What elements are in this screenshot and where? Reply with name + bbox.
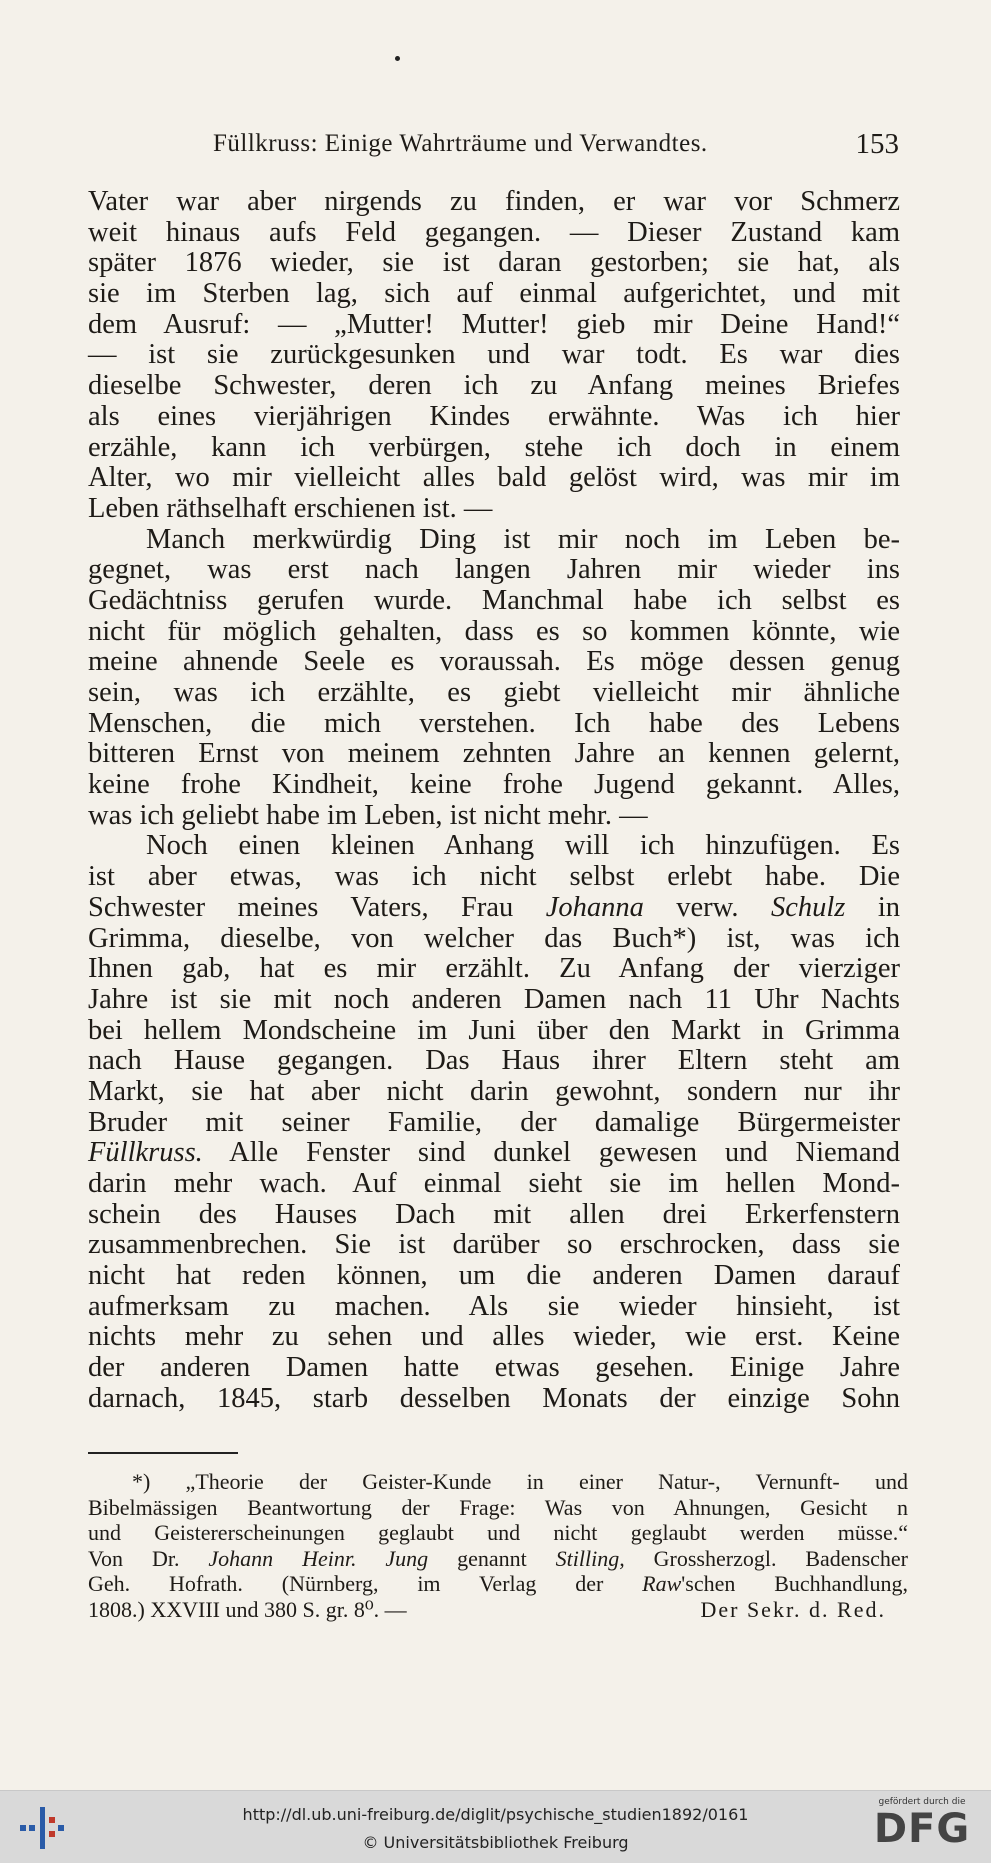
copyright-notice: © Universitätsbibliothek Freiburg [362, 1833, 629, 1852]
text-line: nicht für möglich gehalten, dass es so kommen könnte, wie [88, 615, 900, 647]
dfg-logo[interactable] [863, 1797, 981, 1859]
footnote-line: *) „Theorie der Geister-Kunde in einer Natur-, Vernunft- und [132, 1469, 908, 1494]
text-line: was ich geliebt habe im Leben, ist nicht mehr. — [88, 799, 648, 831]
footnote-line: und Geistererscheinungen geglaubt und nicht geglaubt werden müsse.“ [88, 1520, 908, 1545]
text-line: bei hellem Mondscheine im Juni über den Markt in Grimma [88, 1014, 900, 1046]
text-line: sie im Sterben lag, sich auf einmal aufgerichtet, und mit [88, 278, 900, 310]
text-line: Schwester meines Vaters, Frau Johanna verw. Schulz in [88, 891, 900, 923]
text-line: aufmerksam zu machen. Als sie wieder hinsieht, ist [88, 1290, 900, 1322]
text-line: darin mehr wach. Auf einmal sieht sie im hellen Mond- [88, 1168, 900, 1199]
running-head: Füllkruss: Einige Wahrträume und Verwandtes. [213, 130, 708, 157]
text-line: Gedächtniss gerufen wurde. Manchmal habe ich selbst es [88, 584, 900, 616]
text-line: Bruder mit seiner Familie, der damalige Bürgermeister [88, 1106, 900, 1138]
text-line: Alter, wo mir vielleicht alles bald gelöst wird, was mir im [88, 462, 900, 494]
text-line: zusammenbrechen. Sie ist darüber so erschrocken, dass sie [88, 1229, 900, 1261]
footnote [88, 1469, 908, 1622]
footnote-rule [88, 1452, 238, 1454]
text-line: später 1876 wieder, sie ist daran gestorben; sie hat, als [88, 247, 900, 279]
text-line: Menschen, die mich verstehen. Ich habe des Lebens [88, 707, 900, 739]
text-line: schein des Hauses Dach mit allen drei Erkerfenstern [88, 1198, 900, 1230]
sponsor-caption: gefördert durch die [878, 1797, 966, 1807]
text-line: nach Hause gegangen. Das Haus ihrer Eltern steht am [88, 1045, 900, 1077]
text-line: nicht hat reden können, um die anderen Damen darauf [88, 1260, 900, 1292]
footnote-line: Bibelmässigen Beantwortung der Frage: Was von Ahnungen, Gesicht n [88, 1494, 908, 1520]
text-line: — ist sie zurückgesunken und war todt. Es war dies [88, 339, 900, 371]
text-line: Vater war aber nirgends zu finden, er war vor Schmerz [88, 186, 900, 217]
text-line: Markt, sie hat aber nicht darin gewohnt, sondern nur ihr [88, 1075, 900, 1107]
text-line: dieselbe Schwester, deren ich zu Anfang meines Briefes [88, 370, 900, 402]
dfg-logo-text: DFG [873, 1806, 971, 1852]
footnote-line: 1808.) XXVIII und 380 S. gr. 8⁰. — [88, 1596, 407, 1622]
text-line: als eines vierjährigen Kindes erwähnte. Was ich hier [88, 400, 900, 432]
text-line: weit hinaus aufs Feld gegangen. — Dieser Zustand kam [88, 216, 900, 248]
text-line: Füllkruss. Alle Fenster sind dunkel gewesen und Niemand [88, 1137, 900, 1169]
text-line: nichts mehr zu sehen und alles wieder, wie erst. Keine [88, 1321, 900, 1353]
editor-signature: Der Sekr. d. Red. [700, 1596, 886, 1622]
text-line: dem Ausruf: — „Mutter! Mutter! gieb mir Deine Hand!“ [88, 308, 900, 340]
text-line: meine ahnende Seele es voraussah. Es möge dessen genug [88, 646, 900, 678]
print-mark [395, 56, 400, 61]
text-line: ist aber etwas, was ich nicht selbst erlebt habe. Die [88, 861, 900, 893]
permalink-url[interactable]: http://dl.ub.uni-freiburg.de/diglit/psychische_studien1892/0161 [242, 1805, 749, 1824]
text-line: Leben räthselhaft erschienen ist. — [88, 492, 493, 524]
text-line: sein, was ich erzählte, es giebt vielleicht mir ähnliche [88, 677, 900, 708]
page-header [88, 128, 899, 168]
text-line: erzähle, kann ich verbürgen, stehe ich doch in einem [88, 431, 900, 463]
text-line: keine frohe Kindheit, keine frohe Jugend gekannt. Alles, [88, 769, 900, 801]
text-line: bitteren Ernst von meinem zehnten Jahre an kennen gelernt, [88, 738, 900, 770]
text-line: Ihnen gab, hat es mir erzählt. Zu Anfang der vierziger [88, 953, 900, 985]
viewer-footer [0, 1790, 991, 1863]
text-line: Noch einen kleinen Anhang will ich hinzufügen. Es [146, 830, 900, 862]
footnote-last-line [88, 1597, 908, 1623]
footnote-line: Von Dr. Johann Heinr. Jung genannt Stilling, Grossherzogl. Badenscher [88, 1545, 908, 1571]
footnote-line: Geh. Hofrath. (Nürnberg, im Verlag der Raw'schen Buchhandlung, [88, 1571, 909, 1596]
body-text [88, 187, 900, 1415]
text-line: Grimma, dieselbe, von welcher das Buch*) ist, was ich [88, 922, 900, 954]
text-line: gegnet, was erst nach langen Jahren mir wieder ins [88, 554, 900, 586]
page-number: 153 [855, 128, 899, 160]
text-line: darnach, 1845, starb desselben Monats der einzige Sohn [88, 1382, 900, 1414]
text-line: Manch merkwürdig Ding ist mir noch im Leben be- [146, 523, 900, 555]
text-line: der anderen Damen hatte etwas gesehen. Einige Jahre [88, 1352, 900, 1384]
text-line: Jahre ist sie mit noch anderen Damen nach 11 Uhr Nachts [88, 983, 900, 1015]
